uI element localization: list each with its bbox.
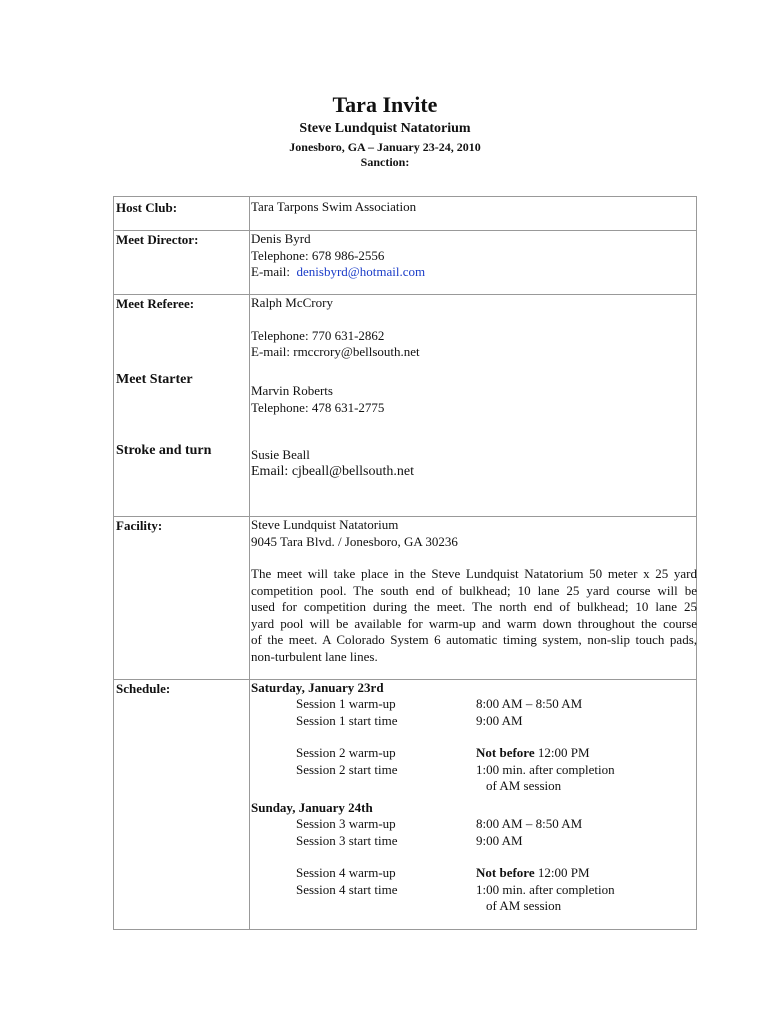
meet-director-label: Meet Director: xyxy=(116,232,199,247)
facility-address: 9045 Tara Blvd. / Jonesboro, GA 30236 xyxy=(251,533,458,549)
page-title: Tara Invite xyxy=(332,92,438,117)
host-club-name: Tara Tarpons Swim Association xyxy=(251,199,417,214)
session-2-labels xyxy=(296,745,397,778)
session-3-warmup-time: 8:00 AM – 8:50 AM xyxy=(476,816,583,831)
facility-label: Facility: xyxy=(116,518,163,533)
facility-description-line: yard pool will be available for warm-up and warm down throughout the course xyxy=(251,615,697,631)
session-4-start-time-note: of AM session xyxy=(486,898,562,913)
stroke-turn-email: cjbeall@bellsouth.net xyxy=(291,463,414,479)
facility-value xyxy=(251,517,458,550)
session-1-start-time: 9:00 AM xyxy=(476,712,523,728)
facility-description-line: used for competition during the meet. The north end of bulkhead; 10 lane 25 xyxy=(251,599,697,614)
stroke-turn-name: Susie Beall xyxy=(251,447,310,462)
meet-referee-email: E-mail: rmccrory@bellsouth.net xyxy=(251,344,420,359)
column-divider xyxy=(249,197,250,929)
facility-description-line: of the meet. A Colorado System 6 automatic timing system, non-slip touch pads, xyxy=(251,632,697,647)
meet-director-email-link[interactable]: denisbyrd@hotmail.com xyxy=(296,264,426,279)
host-club-value xyxy=(251,199,416,216)
session-1-labels xyxy=(296,696,397,729)
facility-description-line: The meet will take place in the Steve Lundquist Natatorium 50 meter x 25 yard xyxy=(251,566,697,581)
facility-name: Steve Lundquist Natatorium xyxy=(251,517,399,532)
schedule-day-saturday: Saturday, January 23rd xyxy=(251,680,384,695)
session-2-start-time: 1:00 min. after completion xyxy=(476,761,615,777)
meet-starter-name: Marvin Roberts xyxy=(251,383,333,398)
session-3-warmup-label: Session 3 warm-up xyxy=(296,816,396,831)
session-2-warmup-label: Session 2 warm-up xyxy=(296,745,396,760)
meet-starter-value xyxy=(251,383,384,416)
sanction-label: Sanction: xyxy=(360,155,410,169)
facility-description xyxy=(251,566,697,665)
meet-director-telephone: Telephone: 678 986-2556 xyxy=(251,247,385,263)
meet-referee-telephone: Telephone: 770 631-2862 xyxy=(251,327,385,343)
venue-subtitle: Steve Lundquist Natatorium xyxy=(299,121,471,136)
session-4-labels xyxy=(296,865,397,898)
session-1-start-label: Session 1 start time xyxy=(296,712,398,728)
meet-referee-label: Meet Referee: xyxy=(116,296,195,311)
session-4-start-time: 1:00 min. after completion xyxy=(476,881,615,897)
meet-referee-name: Ralph McCrory xyxy=(251,295,333,310)
session-4-start-label: Session 4 start time xyxy=(296,881,398,897)
stroke-turn-label: Stroke and turn xyxy=(116,443,212,458)
host-club-label: Host Club: xyxy=(116,200,178,215)
schedule-day-sunday: Sunday, January 24th xyxy=(251,800,373,815)
session-2-warmup-time: 12:00 PM xyxy=(534,745,590,760)
meet-starter-label: Meet Starter xyxy=(116,372,193,387)
session-1-warmup-time: 8:00 AM – 8:50 AM xyxy=(476,696,583,711)
session-3-start-label: Session 3 start time xyxy=(296,832,398,848)
session-2-times xyxy=(476,745,615,795)
stroke-turn-value xyxy=(251,447,414,480)
session-4-not-before: Not before xyxy=(476,865,535,880)
meet-director-value xyxy=(251,231,425,281)
session-1-warmup-label: Session 1 warm-up xyxy=(296,696,396,711)
session-3-times xyxy=(476,816,582,849)
session-3-start-time: 9:00 AM xyxy=(476,832,523,848)
stroke-turn-email-prefix: Email: xyxy=(251,463,289,479)
session-2-start-label: Session 2 start time xyxy=(296,761,398,777)
meet-starter-telephone: Telephone: 478 631-2775 xyxy=(251,399,385,415)
location-date: Jonesboro, GA – January 23-24, 2010 xyxy=(289,140,481,154)
meet-referee-value xyxy=(251,295,420,361)
schedule-label: Schedule: xyxy=(116,681,171,696)
session-2-start-time-note: of AM session xyxy=(486,778,562,793)
meet-director-email-prefix: E-mail: xyxy=(251,264,290,279)
session-2-not-before: Not before xyxy=(476,745,535,760)
session-4-times xyxy=(476,865,615,915)
facility-description-line: non-turbulent lane lines. xyxy=(251,648,378,664)
session-1-times xyxy=(476,696,582,729)
meet-director-name: Denis Byrd xyxy=(251,231,311,246)
session-4-warmup-label: Session 4 warm-up xyxy=(296,865,396,880)
row-divider xyxy=(114,679,696,680)
facility-description-line: competition pool. The south end of bulkhead; 10 lane 25 yard course will be xyxy=(251,582,697,598)
session-3-labels xyxy=(296,816,397,849)
meet-info-table xyxy=(113,196,697,930)
session-4-warmup-time: 12:00 PM xyxy=(534,865,590,880)
